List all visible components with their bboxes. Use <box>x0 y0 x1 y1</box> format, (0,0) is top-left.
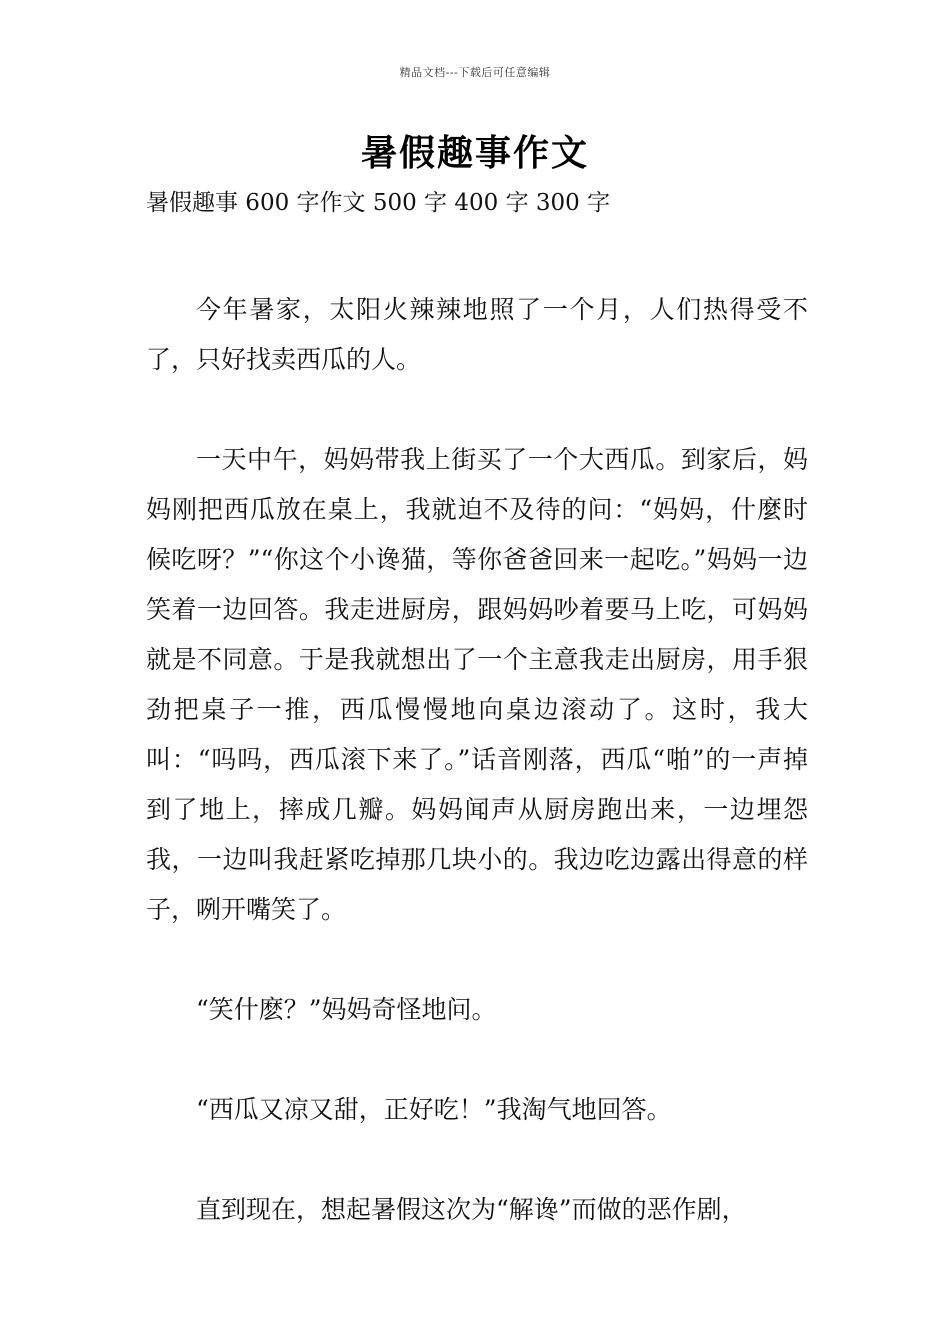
header-note: 精品文档---下载后可任意编辑 <box>399 66 551 79</box>
document-subtitle: 暑假趣事 600 字作文 500 字 400 字 300 字 <box>146 190 611 216</box>
paragraph-4: “西瓜又凉又甜，正好吃！”我淘气地回答。 <box>196 1095 672 1124</box>
paragraph-5: 直到现在，想起暑假这次为“解谗”而做的恶作剧， <box>196 1195 747 1224</box>
paragraph-3: “笑什麽？”妈妈奇怪地问。 <box>196 995 497 1024</box>
document-title: 暑假趣事作文 <box>360 132 589 174</box>
document-body <box>146 285 808 1235</box>
paragraph-1: 今年暑家，太阳火辣辣地照了一个月，人们热得受不了，只好找卖西瓜的人。 <box>146 295 808 374</box>
paragraph-2: 一天中午，妈妈带我上街买了一个大西瓜。到家后，妈妈刚把西瓜放在桌上，我就迫不及待的问：“妈妈，什麼时候吃呀？”“你这个小谗猫，等你爸爸回来一起吃。”妈妈一边笑着一边回答。我走进厨房，跟妈妈吵着要马上吃，可妈妈就是不同意。于是我就想出了一个主意我走出厨房，用手狠劲把桌子一推，西瓜慢慢地向桌边滚动了。这时，我大叫：“吗吗，西瓜滚下来了。”话音刚落，西瓜“啪”的一声掉到了地上，摔成几瓣。妈妈闻声从厨房跑出来，一边埋怨我，一边叫我赶紧吃掉那几块小的。我边吃边露出得意的样子，咧开嘴笑了。 <box>146 445 808 924</box>
